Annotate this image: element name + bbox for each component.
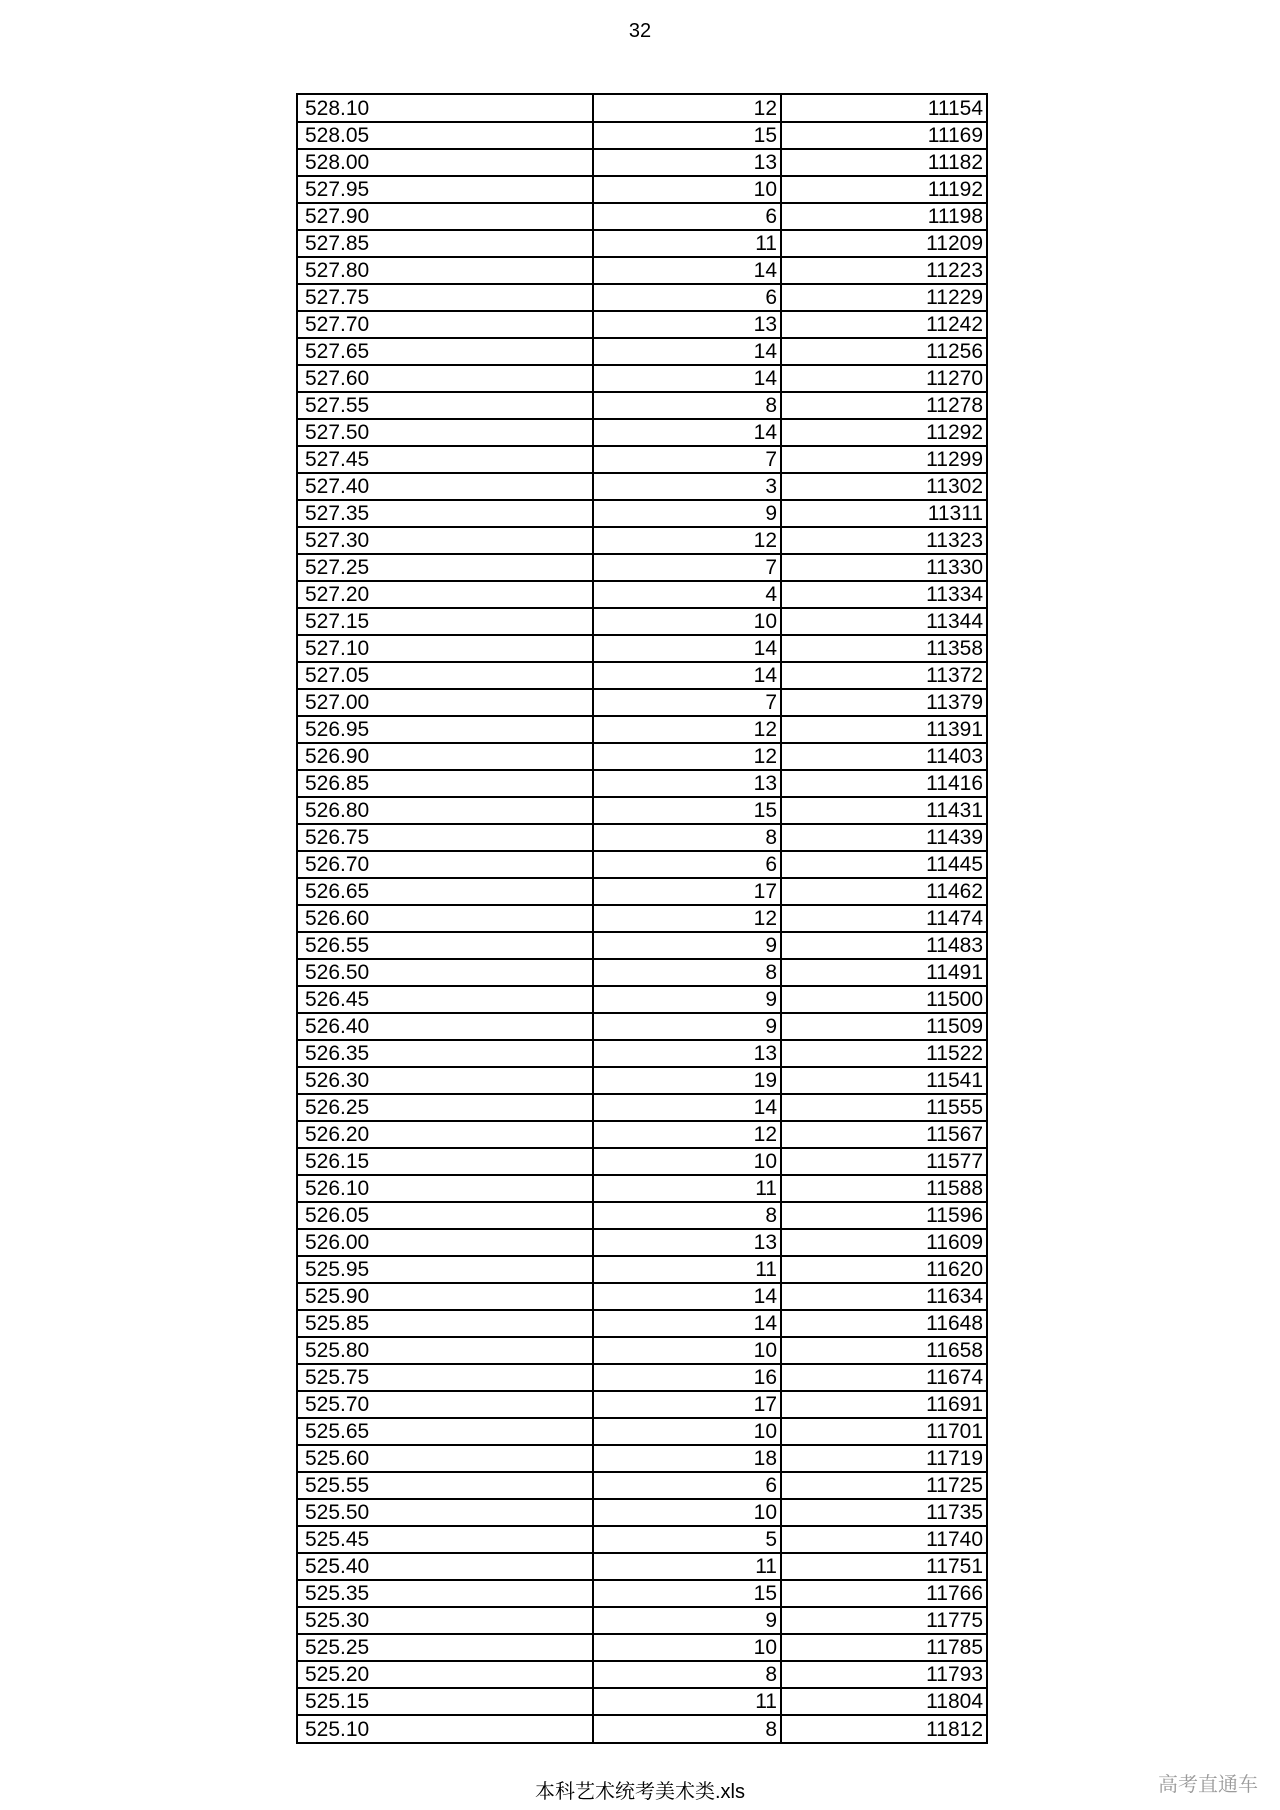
count-cell: 8 [593,959,781,986]
table-row [298,554,986,581]
cumulative-cell: 11182 [781,149,986,176]
cumulative-cell: 11491 [781,959,986,986]
cumulative-cell: 11596 [781,1202,986,1229]
table-row [298,284,986,311]
cumulative-cell: 11334 [781,581,986,608]
cumulative-cell: 11509 [781,1013,986,1040]
score-cell: 527.40 [298,473,593,500]
score-cell: 526.25 [298,1094,593,1121]
score-cell: 525.45 [298,1526,593,1553]
count-cell: 9 [593,932,781,959]
score-cell: 528.00 [298,149,593,176]
table-row [298,1337,986,1364]
table-row [298,1256,986,1283]
count-cell: 11 [593,1688,781,1715]
table-row [298,1445,986,1472]
score-cell: 527.25 [298,554,593,581]
table-row [298,1661,986,1688]
cumulative-cell: 11330 [781,554,986,581]
footer-filename: 本科艺术统考美术类.xls [535,1781,745,1803]
cumulative-cell: 11634 [781,1283,986,1310]
table-row [298,797,986,824]
table-row [298,1364,986,1391]
score-cell: 526.80 [298,797,593,824]
count-cell: 18 [593,1445,781,1472]
score-cell: 525.20 [298,1661,593,1688]
cumulative-cell: 11474 [781,905,986,932]
count-cell: 16 [593,1364,781,1391]
watermark: 高考直通车 [1158,1774,1258,1796]
count-cell: 14 [593,1283,781,1310]
table-row [298,1148,986,1175]
count-cell: 13 [593,311,781,338]
score-cell: 527.20 [298,581,593,608]
score-cell: 527.15 [298,608,593,635]
table-row [298,959,986,986]
table-row [298,230,986,257]
score-cell: 527.70 [298,311,593,338]
table-row [298,635,986,662]
count-cell: 8 [593,1202,781,1229]
cumulative-cell: 11793 [781,1661,986,1688]
count-cell: 8 [593,824,781,851]
count-cell: 10 [593,176,781,203]
cumulative-cell: 11256 [781,338,986,365]
table-row [298,257,986,284]
score-cell: 527.75 [298,284,593,311]
cumulative-cell: 11577 [781,1148,986,1175]
page-number: 32 [628,20,652,42]
table-row [298,1499,986,1526]
count-cell: 13 [593,1229,781,1256]
count-cell: 17 [593,878,781,905]
score-cell: 526.55 [298,932,593,959]
cumulative-cell: 11302 [781,473,986,500]
score-cell: 525.70 [298,1391,593,1418]
table-row [298,338,986,365]
cumulative-cell: 11555 [781,1094,986,1121]
count-cell: 12 [593,1121,781,1148]
count-cell: 10 [593,1337,781,1364]
score-cell: 525.30 [298,1607,593,1634]
count-cell: 13 [593,770,781,797]
table-row [298,1526,986,1553]
cumulative-cell: 11719 [781,1445,986,1472]
cumulative-cell: 11242 [781,311,986,338]
score-cell: 528.10 [298,95,593,122]
count-cell: 14 [593,635,781,662]
score-cell: 526.30 [298,1067,593,1094]
count-cell: 17 [593,1391,781,1418]
table-row [298,1310,986,1337]
score-cell: 526.40 [298,1013,593,1040]
table-row [298,878,986,905]
table-row [298,527,986,554]
count-cell: 13 [593,1040,781,1067]
score-cell: 526.35 [298,1040,593,1067]
count-cell: 15 [593,122,781,149]
count-cell: 12 [593,905,781,932]
score-cell: 526.95 [298,716,593,743]
cumulative-cell: 11691 [781,1391,986,1418]
count-cell: 9 [593,1607,781,1634]
count-cell: 13 [593,149,781,176]
cumulative-cell: 11292 [781,419,986,446]
cumulative-cell: 11588 [781,1175,986,1202]
table-row [298,689,986,716]
table-row [298,500,986,527]
score-cell: 526.60 [298,905,593,932]
score-cell: 527.10 [298,635,593,662]
table-row [298,1121,986,1148]
score-cell: 527.35 [298,500,593,527]
cumulative-cell: 11278 [781,392,986,419]
count-cell: 14 [593,338,781,365]
count-cell: 19 [593,1067,781,1094]
cumulative-cell: 11198 [781,203,986,230]
table-row [298,851,986,878]
score-cell: 527.60 [298,365,593,392]
score-cell: 525.40 [298,1553,593,1580]
cumulative-cell: 11416 [781,770,986,797]
count-cell: 7 [593,446,781,473]
score-cell: 526.90 [298,743,593,770]
cumulative-cell: 11229 [781,284,986,311]
table-row [298,1715,986,1742]
score-cell: 527.55 [298,392,593,419]
table-row [298,473,986,500]
score-cell: 526.15 [298,1148,593,1175]
score-cell: 527.95 [298,176,593,203]
cumulative-cell: 11483 [781,932,986,959]
cumulative-cell: 11620 [781,1256,986,1283]
cumulative-cell: 11358 [781,635,986,662]
table-row [298,608,986,635]
count-cell: 11 [593,1553,781,1580]
cumulative-cell: 11311 [781,500,986,527]
count-cell: 8 [593,1661,781,1688]
table-row [298,1067,986,1094]
count-cell: 12 [593,743,781,770]
score-cell: 527.80 [298,257,593,284]
count-cell: 11 [593,1256,781,1283]
score-cell: 525.15 [298,1688,593,1715]
cumulative-cell: 11344 [781,608,986,635]
table-row [298,365,986,392]
score-cell: 525.35 [298,1580,593,1607]
score-cell: 527.00 [298,689,593,716]
count-cell: 9 [593,500,781,527]
score-table [298,95,986,1742]
table-row [298,1634,986,1661]
count-cell: 14 [593,257,781,284]
cumulative-cell: 11751 [781,1553,986,1580]
score-cell: 525.50 [298,1499,593,1526]
table-row [298,770,986,797]
table-row [298,932,986,959]
score-cell: 527.90 [298,203,593,230]
score-cell: 526.75 [298,824,593,851]
count-cell: 10 [593,1499,781,1526]
cumulative-cell: 11522 [781,1040,986,1067]
table-row [298,1202,986,1229]
count-cell: 14 [593,662,781,689]
score-cell: 526.65 [298,878,593,905]
cumulative-cell: 11439 [781,824,986,851]
table-row [298,1418,986,1445]
cumulative-cell: 11735 [781,1499,986,1526]
table-row [298,1580,986,1607]
score-cell: 525.65 [298,1418,593,1445]
cumulative-cell: 11804 [781,1688,986,1715]
cumulative-cell: 11391 [781,716,986,743]
count-cell: 11 [593,230,781,257]
count-cell: 7 [593,689,781,716]
count-cell: 12 [593,95,781,122]
cumulative-cell: 11785 [781,1634,986,1661]
table-row [298,446,986,473]
table-row [298,905,986,932]
count-cell: 14 [593,419,781,446]
score-cell: 526.05 [298,1202,593,1229]
table-row [298,662,986,689]
cumulative-cell: 11658 [781,1337,986,1364]
score-cell: 525.55 [298,1472,593,1499]
score-cell: 528.05 [298,122,593,149]
table-row [298,95,986,122]
cumulative-cell: 11379 [781,689,986,716]
count-cell: 6 [593,851,781,878]
cumulative-cell: 11725 [781,1472,986,1499]
count-cell: 7 [593,554,781,581]
count-cell: 14 [593,1094,781,1121]
cumulative-cell: 11323 [781,527,986,554]
score-cell: 527.85 [298,230,593,257]
table-row [298,1283,986,1310]
table-row [298,1688,986,1715]
table-row [298,1607,986,1634]
score-cell: 526.85 [298,770,593,797]
cumulative-cell: 11462 [781,878,986,905]
count-cell: 9 [593,1013,781,1040]
cumulative-cell: 11775 [781,1607,986,1634]
score-cell: 526.50 [298,959,593,986]
score-cell: 525.85 [298,1310,593,1337]
count-cell: 10 [593,1418,781,1445]
count-cell: 6 [593,203,781,230]
count-cell: 15 [593,797,781,824]
score-cell: 525.90 [298,1283,593,1310]
score-cell: 525.10 [298,1715,593,1742]
count-cell: 11 [593,1175,781,1202]
cumulative-cell: 11270 [781,365,986,392]
score-cell: 526.45 [298,986,593,1013]
score-cell: 525.25 [298,1634,593,1661]
table-row [298,743,986,770]
score-table-container [296,93,988,1744]
score-cell: 527.45 [298,446,593,473]
cumulative-cell: 11701 [781,1418,986,1445]
cumulative-cell: 11541 [781,1067,986,1094]
count-cell: 12 [593,716,781,743]
score-table-body [298,95,986,1742]
score-cell: 526.20 [298,1121,593,1148]
cumulative-cell: 11609 [781,1229,986,1256]
table-row [298,419,986,446]
cumulative-cell: 11674 [781,1364,986,1391]
count-cell: 3 [593,473,781,500]
score-cell: 527.30 [298,527,593,554]
count-cell: 8 [593,1715,781,1742]
table-row [298,176,986,203]
table-row [298,122,986,149]
table-row [298,1472,986,1499]
count-cell: 15 [593,1580,781,1607]
score-cell: 526.00 [298,1229,593,1256]
cumulative-cell: 11445 [781,851,986,878]
table-row [298,1013,986,1040]
score-cell: 527.50 [298,419,593,446]
cumulative-cell: 11431 [781,797,986,824]
cumulative-cell: 11299 [781,446,986,473]
count-cell: 5 [593,1526,781,1553]
table-row [298,1553,986,1580]
table-row [298,392,986,419]
table-row [298,1094,986,1121]
count-cell: 10 [593,1148,781,1175]
score-cell: 525.75 [298,1364,593,1391]
score-cell: 527.65 [298,338,593,365]
table-row [298,1175,986,1202]
table-row [298,311,986,338]
cumulative-cell: 11372 [781,662,986,689]
cumulative-cell: 11500 [781,986,986,1013]
count-cell: 14 [593,365,781,392]
count-cell: 12 [593,527,781,554]
count-cell: 6 [593,1472,781,1499]
table-row [298,824,986,851]
count-cell: 9 [593,986,781,1013]
score-cell: 525.60 [298,1445,593,1472]
score-cell: 526.10 [298,1175,593,1202]
cumulative-cell: 11192 [781,176,986,203]
cumulative-cell: 11648 [781,1310,986,1337]
score-cell: 525.80 [298,1337,593,1364]
count-cell: 8 [593,392,781,419]
cumulative-cell: 11812 [926,1717,983,1741]
cumulative-cell: 11209 [781,230,986,257]
score-cell: 527.05 [298,662,593,689]
count-cell: 4 [593,581,781,608]
cumulative-cell: 11766 [781,1580,986,1607]
table-row [298,716,986,743]
cumulative-cell: 11740 [781,1526,986,1553]
table-row [298,1391,986,1418]
cumulative-cell: 11154 [781,95,986,122]
table-row [298,203,986,230]
table-row [298,1229,986,1256]
cumulative-cell: 11169 [781,122,986,149]
score-cell: 526.70 [298,851,593,878]
count-cell: 10 [593,608,781,635]
score-cell: 525.95 [298,1256,593,1283]
cumulative-cell: 11223 [781,257,986,284]
count-cell: 6 [593,284,781,311]
cumulative-cell: 11403 [781,743,986,770]
cumulative-cell: 11567 [781,1121,986,1148]
table-row [298,1040,986,1067]
count-cell: 10 [593,1634,781,1661]
count-cell: 14 [593,1310,781,1337]
table-row [298,149,986,176]
table-row [298,581,986,608]
table-row [298,986,986,1013]
